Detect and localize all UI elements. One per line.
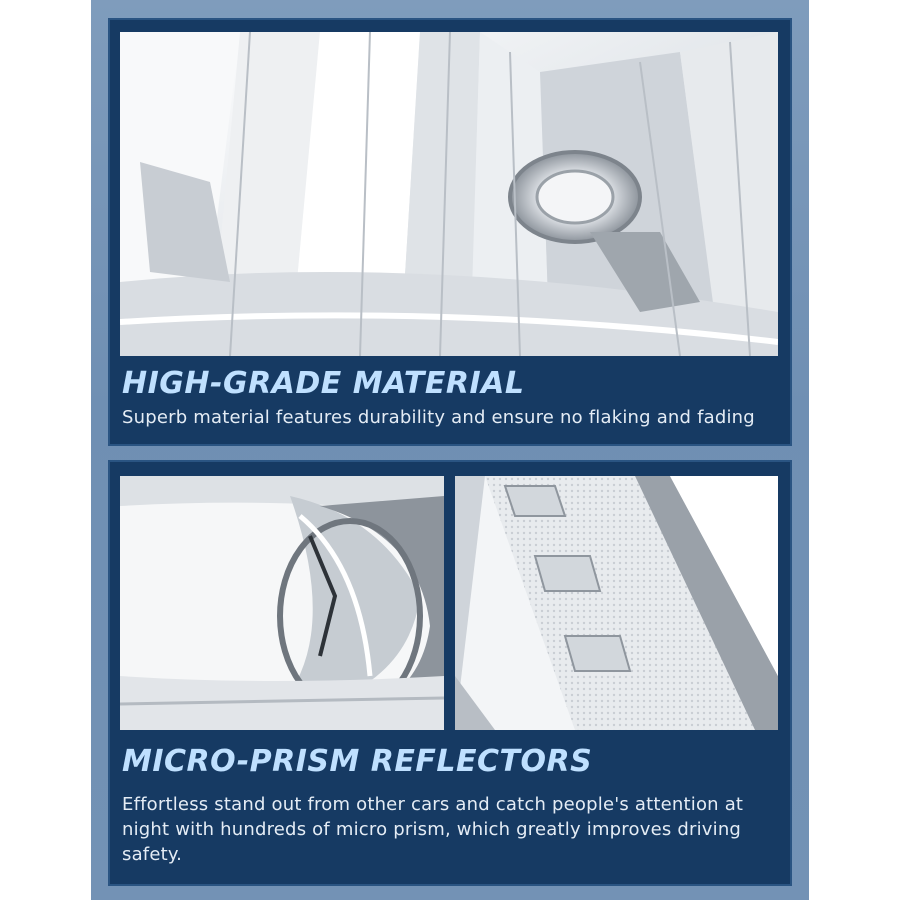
section-description-micro-prism-reflectors: Effortless stand out from other cars and catch people's attention at night with hundreds of micro prism, which greatly improves driving safety. [122,794,744,865]
headlight-chrome-housing-photo [120,32,778,356]
prism-reflector-strip-photo [455,476,778,730]
headlight-reflector-closeup-photo [120,476,444,730]
section-heading-high-grade-material: HIGH-GRADE MATERIAL [122,366,525,401]
section-heading-micro-prism-reflectors: MICRO-PRISM REFLECTORS [122,744,593,779]
section-description-high-grade-material: Superb material features durability and ensure no flaking and fading [122,407,755,428]
